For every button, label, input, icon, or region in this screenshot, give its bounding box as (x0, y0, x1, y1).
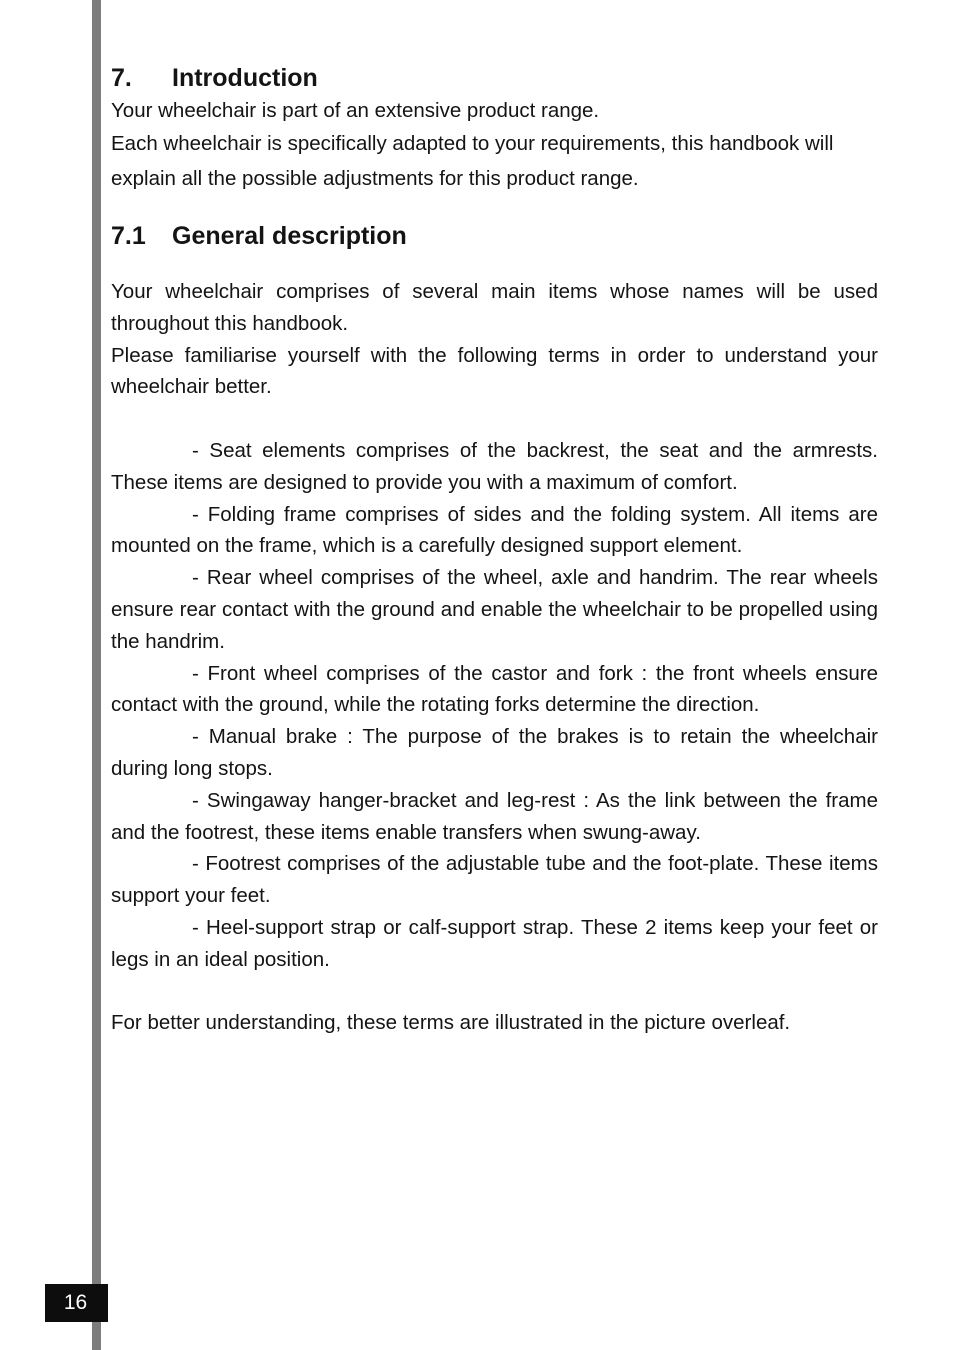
section-number: 7.1 (111, 222, 146, 250)
component-item: - Heel-support strap or calf-support strap. These 2 items keep your feet or legs in an ideal position. (111, 915, 878, 971)
section-heading-introduction (111, 58, 878, 98)
section-heading-general-description (111, 216, 878, 256)
component-item: - Folding frame comprises of sides and the folding system. All items are mounted on the frame, which is a carefully designed support element. (111, 502, 878, 558)
component-item: - Front wheel comprises of the castor and fork : the front wheels ensure contact with the ground, while the rotating forks determine the direction. (111, 661, 878, 717)
component-item: - Rear wheel comprises of the wheel, axle and handrim. The rear wheels ensure rear contact with the ground and enable the wheelchair to be propelled using the handrim. (111, 566, 878, 653)
section-title: Introduction (172, 64, 318, 92)
closing-paragraph: For better understanding, these terms are illustrated in the picture overleaf. (111, 1011, 791, 1035)
paragraph-spacer (111, 976, 878, 1008)
component-item: - Swingaway hanger-bracket and leg-rest : As the link between the frame and the footrest, these items enable transfers when swung-away. (111, 788, 878, 844)
component-item: - Footrest comprises of the adjustable tube and the foot-plate. These items support your feet. (111, 852, 878, 908)
body-paragraph: Please familiarise yourself with the following terms in order to understand your wheelchair better. (111, 343, 878, 399)
intro-paragraph: Each wheelchair is specifically adapted to your requirements, this handbook will explain all the possible adjustments for this product range. (111, 132, 834, 190)
component-item: - Seat elements comprises of the backrest, the seat and the armrests. These items are designed to provide you with a maximum of comfort. (111, 438, 878, 494)
section-number: 7. (111, 64, 132, 92)
general-description-text (111, 276, 878, 1039)
component-item: - Manual brake : The purpose of the brakes is to retain the wheelchair during long stops. (111, 725, 878, 780)
intro-paragraph: Your wheelchair is part of an extensive product range. (111, 99, 600, 122)
section-title: General description (172, 222, 407, 250)
paragraph-spacer (111, 403, 878, 435)
body-paragraph: Your wheelchair comprises of several main items whose names will be used throughout this handbook. (111, 280, 878, 335)
page-number: 16 (45, 1284, 108, 1322)
page-margin-bar (92, 0, 101, 1350)
introduction-text (111, 94, 878, 196)
page-content (111, 58, 878, 1039)
